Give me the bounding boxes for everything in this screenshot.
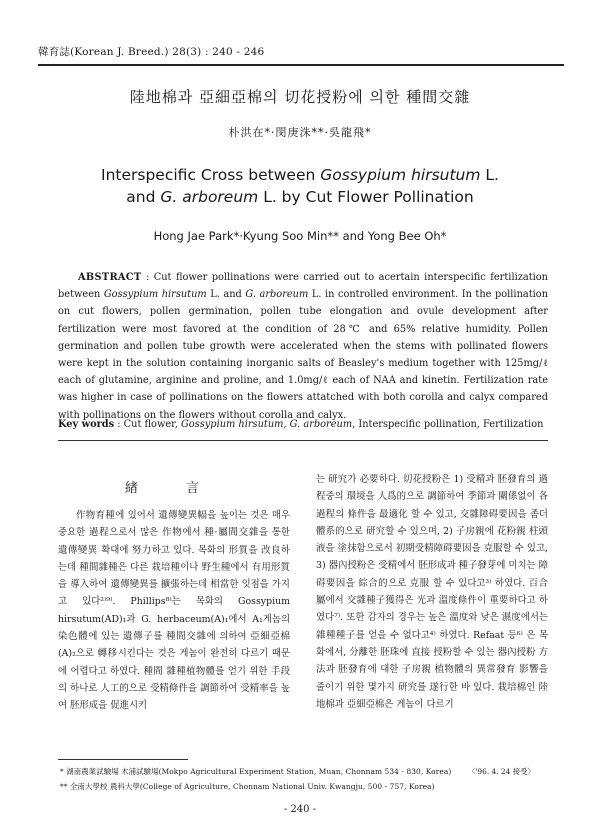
keywords-text-1: : Cut flower,	[114, 419, 181, 430]
abstract-text-1: : Cut flower pollinations were carried out to acertain interspecific fertilization between	[58, 272, 548, 301]
footnote-1: * 湖南農業試驗場 木浦試驗場(Mokpo Agricultural Experiment Station, Muan, Chonnam 534 - 830, Korea)	[60, 767, 452, 776]
english-title-line1-suffix: L.	[480, 166, 499, 184]
keywords-label: Key words	[58, 419, 115, 430]
abstract-text-3: L. in controlled environment. In the pollination on cut flowers, pollen germination, pollen tube elongation and ovule development after fertilization were most favored at the condition of 28℃ and 65% relative humidity. Pollen germination and pollen tube growth were accelerated when the stems with pollinated flowers were kept in the solution containing inorganic salts of Beasley's medium together with 125mg/ℓ each of glutamine, arginine and proline, and 1.0mg/ℓ each of NAA and kinetin. Fertilization rate was higher in case of pollinations on the flowers attatched with both corolla and calyx compared with pollinations on the flowers without corolla and calyx.	[58, 289, 548, 421]
english-title-species-2: G. arboreum	[160, 188, 259, 206]
english-title-line2-suffix: L. by Cut Flower Pollination	[258, 188, 474, 206]
left-column-text: 作物育種에 있어서 遺傳變異幅을 높이는 것은 매우 중요한 過程으로서 많은 作物에서 種·屬間交雜을 통한 遺傳變異 확대에 努力하고 있다. 목화의 形質을 改良하는데 種間雜種은 다른 栽培種이나 野生種에서 有用形質을 導入하여 遺傳變異를 擴張하는데 相當한 잇점을 가지고 있다²⁾⁹⁾. Phillips⁸⁾는 목화의 Gossypium hirsutum(AD)₁과 G. herbaceum(A)₁에서 A₁게놈의 染色體에 있는 遺傳子를 種間交雜에 의하여 亞細亞棉(A)₂으로 轉移시킨다는 것은 게놈이 완전히 다르기 때문에 어렵다고 하였다. 種間 雜種植物體를 얻기 위한 手段의 하나로 人工的으로 受精條件을 調節하여 受精率을 높여 胚形成을 促進시키	[58, 510, 290, 712]
abstract-label: ABSTRACT	[78, 272, 142, 283]
footnote-rule	[58, 759, 188, 760]
footnote-2: ** 全南大學校 農科大學(College of Agriculture, Chonnam National Univ. Kwangju, 500 - 757, Korea)	[60, 782, 435, 791]
page-number: - 240 -	[283, 804, 317, 815]
abstract-text-2: L. and	[206, 289, 246, 301]
journal-header: 韓育誌(Korean J. Breed.) 28(3) : 240 - 246	[38, 46, 265, 58]
korean-title: 陸地棉과 亞細亞棉의 切花授粉에 의한 種間交雜	[129, 88, 471, 106]
received-date: 〈'96. 4. 24 接受〉	[468, 767, 535, 776]
abstract-species-2: G. arboreum	[245, 289, 309, 301]
header-rule	[38, 64, 564, 66]
section-heading-introduction: 緖 言	[124, 481, 222, 496]
keywords-species: Gossypium hirsutum, G. arboreum,	[180, 419, 356, 430]
right-column-text: 는 研究가 必要하다. 切花授粉은 1) 受精과 胚發育의 過程중의 環境을 人爲的으로 調節하여 季節과 關係없이 各 過程의 條件을 最適化 할 수 있고, 交雜障碍要因을 좀더 體系的으로 研究할 수 있으며, 2) 子房親에 花粉親 柱頭液을 塗抹함으로서 初期受精障碍要因을 克服할 수 있고, 3) 器內授粉은 受精에서 胚形成과 種子發芽에 미치는 障碍要因을 綜合的으로 克服 할 수 있다고³⁾ 하였다. 百合屬에서 交雜種子獲得은 光과 溫度條件이 重要하다고 하였다⁷⁾. 또한 감자의 경우는 높은 溫度와 낮은 濕度에서는 雜種種子를 얻을 수 없다고⁴⁾ 하였다. Refaat 등⁶⁾ 은 목화에서, 分離한 胚珠에 直接 授粉할 수 있는 器內授粉 方法과 胚發育에 대한 子房親 植物體의 異常發育 影響을 줄이기 위한 몇가지 研究를 遂行한 바 있다. 栽培棉인 陸地棉과 亞細亞棉은 게놈이 다르기	[316, 474, 548, 710]
abstract	[58, 269, 548, 424]
abstract-species-1: Gossypium hirsutum	[103, 289, 207, 301]
english-title-line2-prefix: and	[126, 188, 161, 206]
keywords	[58, 419, 548, 430]
abstract-divider	[58, 440, 548, 441]
korean-authors: 朴洪在*·閔庚洙**·吳龍飛*	[228, 126, 372, 139]
english-title	[60, 164, 540, 208]
english-title-line1-prefix: Interspecific Cross between	[101, 166, 321, 184]
english-authors: Hong Jae Park*·Kyung Soo Min** and Yong Bee Oh*	[153, 229, 447, 243]
keywords-text-2: Interspecific pollination, Fertilization	[355, 419, 544, 430]
english-title-species-1: Gossypium hirsutum	[320, 166, 481, 184]
